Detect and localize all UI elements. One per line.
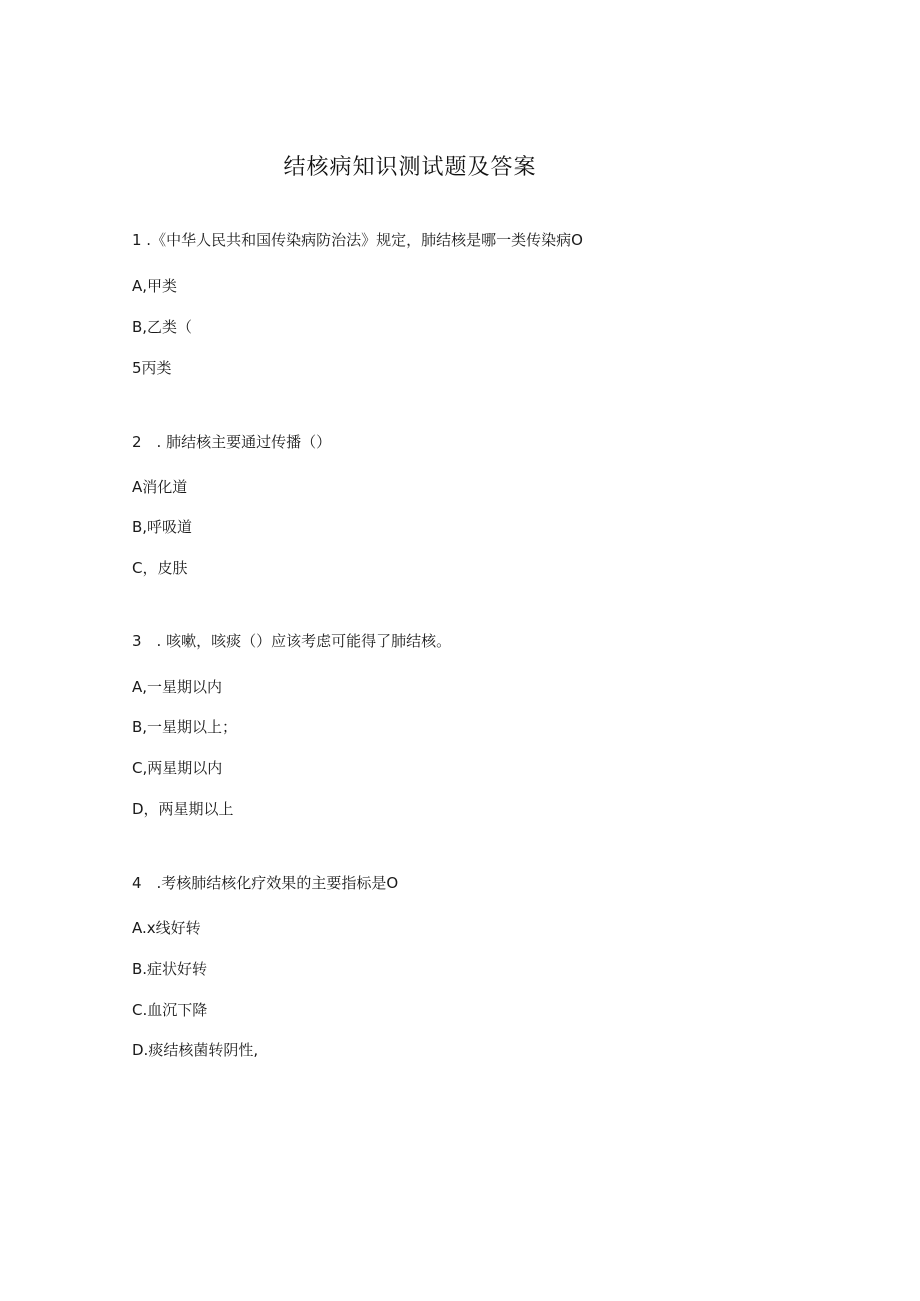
question-1-option-c: 5丙类	[132, 359, 172, 377]
question-3-stem: 3 . 咳嗽，咳痰（）应该考虑可能得了肺结核。	[132, 632, 452, 650]
document-title	[0, 150, 920, 181]
question-2-option-a: A消化道	[132, 478, 188, 496]
question-1-option-a: A,甲类	[132, 277, 178, 295]
question-2-option-c: C，皮肤	[132, 559, 188, 577]
document-title-text: 结核病知识测试题及答案	[283, 155, 537, 180]
question-4-option-b: B.症状好转	[132, 960, 208, 978]
question-3-option-a: A,一星期以内	[132, 678, 223, 696]
question-1-stem: 1 .《中华人民共和国传染病防治法》规定，肺结核是哪一类传染病O	[132, 231, 583, 249]
question-2-option-b: B,呼吸道	[132, 518, 193, 536]
question-2-stem: 2 . 肺结核主要通过传播（）	[132, 433, 332, 451]
question-4-stem: 4 .考核肺结核化疗效果的主要指标是O	[132, 874, 399, 892]
question-4-option-c: C.血沉下降	[132, 1001, 208, 1019]
question-3-option-d: D，两星期以上	[132, 800, 234, 818]
question-3-option-c: C,两星期以内	[132, 759, 223, 777]
question-3-option-b: B,一星期以上；	[132, 718, 238, 736]
question-4-option-d: D.痰结核菌转阴性,	[132, 1041, 259, 1059]
question-4-option-a: A.x线好转	[132, 919, 201, 937]
question-1-option-b: B,乙类（	[132, 318, 193, 336]
